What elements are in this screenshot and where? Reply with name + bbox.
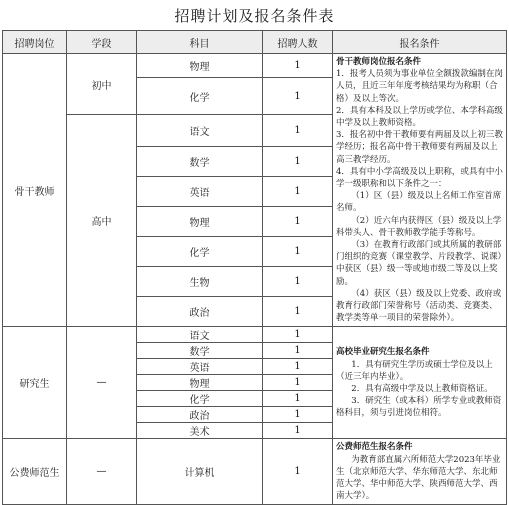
subject-cell: 美术 [137, 423, 263, 439]
req-title: 公费师范生报名条件 [336, 442, 413, 453]
subject-cell: 英语 [137, 359, 263, 375]
page-title: 招聘计划及报名条件表 [174, 7, 335, 25]
graduate-requirements [333, 327, 507, 439]
req-sub-line: （2）近六年内获得区（县）级及以上学科带头人、骨干教师教学能手等称号。 [336, 215, 502, 238]
req-line: 2．具有本科及以上学历或学位、本学科高级中学及以上教师资格。 [336, 105, 503, 129]
table-row [3, 327, 507, 343]
position-backbone: 骨干教师 [3, 54, 67, 327]
count-cell: 1 [263, 423, 333, 439]
req-sub-line: （3）在教育行政部门或其所属的教研部门组织的竞赛（课堂教学、片段教学、说课）中获区（县）级一等或地市级二等及以上奖励。 [336, 240, 502, 287]
subject-cell: 政治 [137, 407, 263, 423]
stage-senior: 高中 [67, 115, 137, 327]
count-cell: 1 [263, 359, 333, 375]
subject-cell: 语文 [137, 327, 263, 343]
header-requirements: 报名条件 [333, 31, 507, 54]
subject-cell: 物理 [137, 207, 263, 237]
subject-cell: 生物 [137, 267, 263, 297]
req-line: 2．具有高级中学及以上教师资格证。 [351, 383, 493, 394]
subject-cell: 语文 [137, 115, 263, 147]
subject-cell: 化学 [137, 391, 263, 407]
count-cell: 1 [263, 343, 333, 359]
count-cell: 1 [263, 115, 333, 147]
count-cell: 1 [263, 177, 333, 207]
req-line: 3．研究生（或本科）所学专业或教师资格科目，须与引进岗位相符。 [336, 396, 502, 419]
table-header-row [3, 31, 507, 54]
count-cell: 1 [263, 207, 333, 237]
req-line: 1．报考人员须为事业单位全额拨款编制在岗人员，且近三年年度考核结果均为称职（合格）及以上等次。 [336, 69, 503, 104]
header-position: 招聘岗位 [3, 31, 67, 54]
backbone-requirements [333, 54, 507, 327]
stage-graduate: — [67, 327, 137, 439]
subject-cell: 物理 [137, 54, 263, 78]
subject-cell: 英语 [137, 177, 263, 207]
stage-junior: 初中 [67, 54, 137, 115]
count-cell: 1 [263, 391, 333, 407]
count-cell: 1 [263, 439, 333, 505]
req-line: 3．报名初中骨干教师要有两届及以上初三教学经历；报名高中骨干教师要有两届及以上高三教学经历。 [336, 130, 503, 165]
header-count: 招聘人数 [263, 31, 333, 54]
req-line: 1．具有研究生学历或硕士学位及以上（近三年内毕业）。 [336, 359, 493, 382]
count-cell: 1 [263, 267, 333, 297]
req-line: 4．具有中小学高级及以上职称，或具有中小学一级职称和以下条件之一： [336, 166, 503, 190]
req-title: 高校毕业研究生报名条件 [336, 347, 430, 358]
table-row [3, 439, 507, 505]
req-title: 骨干教师岗位报名条件 [336, 57, 422, 67]
count-cell: 1 [263, 327, 333, 343]
subject-cell: 数学 [137, 343, 263, 359]
subject-cell: 化学 [137, 237, 263, 267]
req-sub-line: （4）获区（县）级及以上党委、政府或教育行政部门荣誉称号（活动类、竞赛类、教学类等单一项目的荣誉除外）。 [336, 288, 502, 324]
count-cell: 1 [263, 78, 333, 115]
funded-requirements [333, 439, 507, 505]
stage-funded: — [67, 439, 137, 505]
subject-cell: 政治 [137, 297, 263, 327]
count-cell: 1 [263, 147, 333, 177]
count-cell: 1 [263, 237, 333, 267]
subject-cell: 化学 [137, 78, 263, 115]
count-cell: 1 [263, 297, 333, 327]
req-sub-line: （1）区（县）级及以上名师工作室首席名师。 [336, 191, 502, 214]
subject-cell: 计算机 [137, 439, 263, 505]
subject-cell: 物理 [137, 375, 263, 391]
recruitment-table [2, 30, 507, 505]
position-graduate: 研究生 [3, 327, 67, 439]
position-funded: 公费师范生 [3, 439, 67, 505]
header-subject: 科目 [137, 31, 263, 54]
count-cell: 1 [263, 407, 333, 423]
header-stage: 学段 [67, 31, 137, 54]
subject-cell: 数学 [137, 147, 263, 177]
count-cell: 1 [263, 54, 333, 78]
count-cell: 1 [263, 375, 333, 391]
table-row [3, 54, 507, 78]
req-line: 为教育部直属六所师范大学2023年毕业生（北京师范大学、华东师范大学、东北师范大学、华中师范大学、陕西师范大学、西南大学）。 [336, 454, 501, 502]
